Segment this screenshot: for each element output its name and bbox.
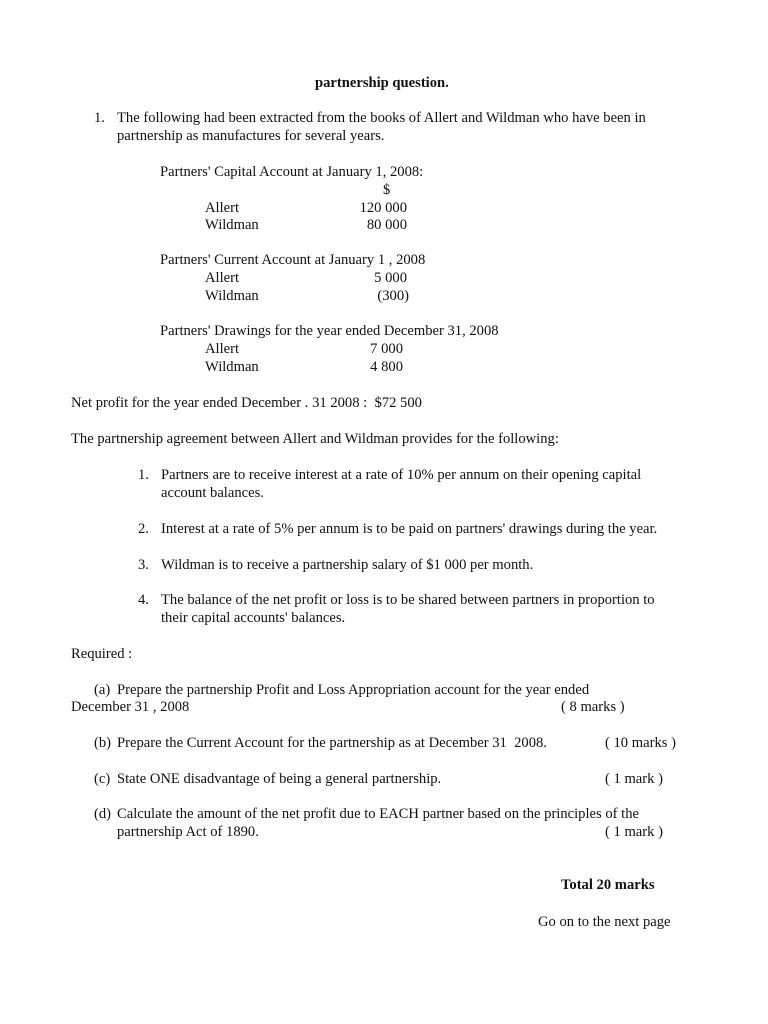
agreement-intro: The partnership agreement between Allert and Wildman provides for the following: bbox=[71, 431, 559, 447]
net-profit-statement: Net profit for the year ended December . 31 2008 : $72 500 bbox=[71, 395, 422, 411]
capital-heading: Partners' Capital Account at January 1, 2008: bbox=[160, 164, 424, 180]
agreement-item-text: their capital accounts' balances. bbox=[161, 610, 346, 626]
drawings-partner-name: Wildman bbox=[205, 359, 259, 375]
part-b-text: Prepare the Current Account for the partnership as at December 31 2008. bbox=[117, 735, 547, 751]
part-d-text: partnership Act of 1890. bbox=[117, 824, 259, 840]
drawings-partner-value: 4 800 bbox=[370, 359, 403, 375]
page-title: partnership question. bbox=[315, 75, 449, 91]
part-c-marks: ( 1 mark ) bbox=[605, 771, 663, 787]
capital-partner-name: Allert bbox=[205, 200, 240, 216]
drawings-partner-name: Allert bbox=[205, 341, 240, 357]
current-partner-value: (300) bbox=[377, 288, 409, 304]
capital-partner-name: Wildman bbox=[205, 217, 259, 233]
question-number: 1. bbox=[94, 110, 105, 126]
question-intro-line1: The following had been extracted from the books of Allert and Wildman who have been in bbox=[117, 110, 646, 126]
current-heading: Partners' Current Account at January 1 , 2008 bbox=[160, 252, 426, 268]
current-partner-name: Allert bbox=[205, 270, 240, 286]
part-a-marks: ( 8 marks ) bbox=[561, 699, 625, 715]
drawings-partner-value: 7 000 bbox=[370, 341, 403, 357]
part-c-label: (c) bbox=[94, 771, 111, 787]
required-label: Required : bbox=[71, 646, 133, 662]
part-a-label: (a) bbox=[94, 682, 111, 698]
part-a-text: Prepare the partnership Profit and Loss Appropriation account for the year ended bbox=[117, 682, 590, 698]
agreement-item-text: The balance of the net profit or loss is to be shared between partners in proportion to bbox=[161, 592, 655, 608]
part-a-text: December 31 , 2008 bbox=[71, 699, 190, 715]
question-intro-line2: partnership as manufactures for several years. bbox=[117, 128, 385, 144]
part-d-text: Calculate the amount of the net profit due to EACH partner based on the principles of the bbox=[117, 806, 639, 822]
part-d-label: (d) bbox=[94, 806, 112, 822]
total-marks: Total 20 marks bbox=[561, 877, 655, 893]
currency-symbol: $ bbox=[383, 182, 391, 198]
current-partner-name: Wildman bbox=[205, 288, 259, 304]
next-page-note: Go on to the next page bbox=[538, 914, 671, 930]
agreement-item-number: 3. bbox=[138, 557, 149, 573]
part-b-label: (b) bbox=[94, 735, 112, 751]
part-b-marks: ( 10 marks ) bbox=[605, 735, 676, 751]
current-partner-value: 5 000 bbox=[374, 270, 407, 286]
capital-partner-value: 80 000 bbox=[366, 217, 407, 233]
agreement-item-number: 2. bbox=[138, 521, 149, 537]
agreement-item-text: Wildman is to receive a partnership salary of $1 000 per month. bbox=[161, 557, 534, 573]
agreement-item-number: 4. bbox=[138, 592, 149, 608]
part-c-text: State ONE disadvantage of being a general partnership. bbox=[117, 771, 442, 787]
capital-partner-value: 120 000 bbox=[359, 200, 407, 216]
drawings-heading: Partners' Drawings for the year ended December 31, 2008 bbox=[160, 323, 499, 339]
part-d-marks: ( 1 mark ) bbox=[605, 824, 663, 840]
agreement-item-number: 1. bbox=[138, 467, 149, 483]
agreement-item-text: account balances. bbox=[161, 485, 264, 501]
agreement-item-text: Interest at a rate of 5% per annum is to be paid on partners' drawings during the year. bbox=[161, 521, 658, 537]
agreement-item-text: Partners are to receive interest at a rate of 10% per annum on their opening capital bbox=[161, 467, 642, 483]
